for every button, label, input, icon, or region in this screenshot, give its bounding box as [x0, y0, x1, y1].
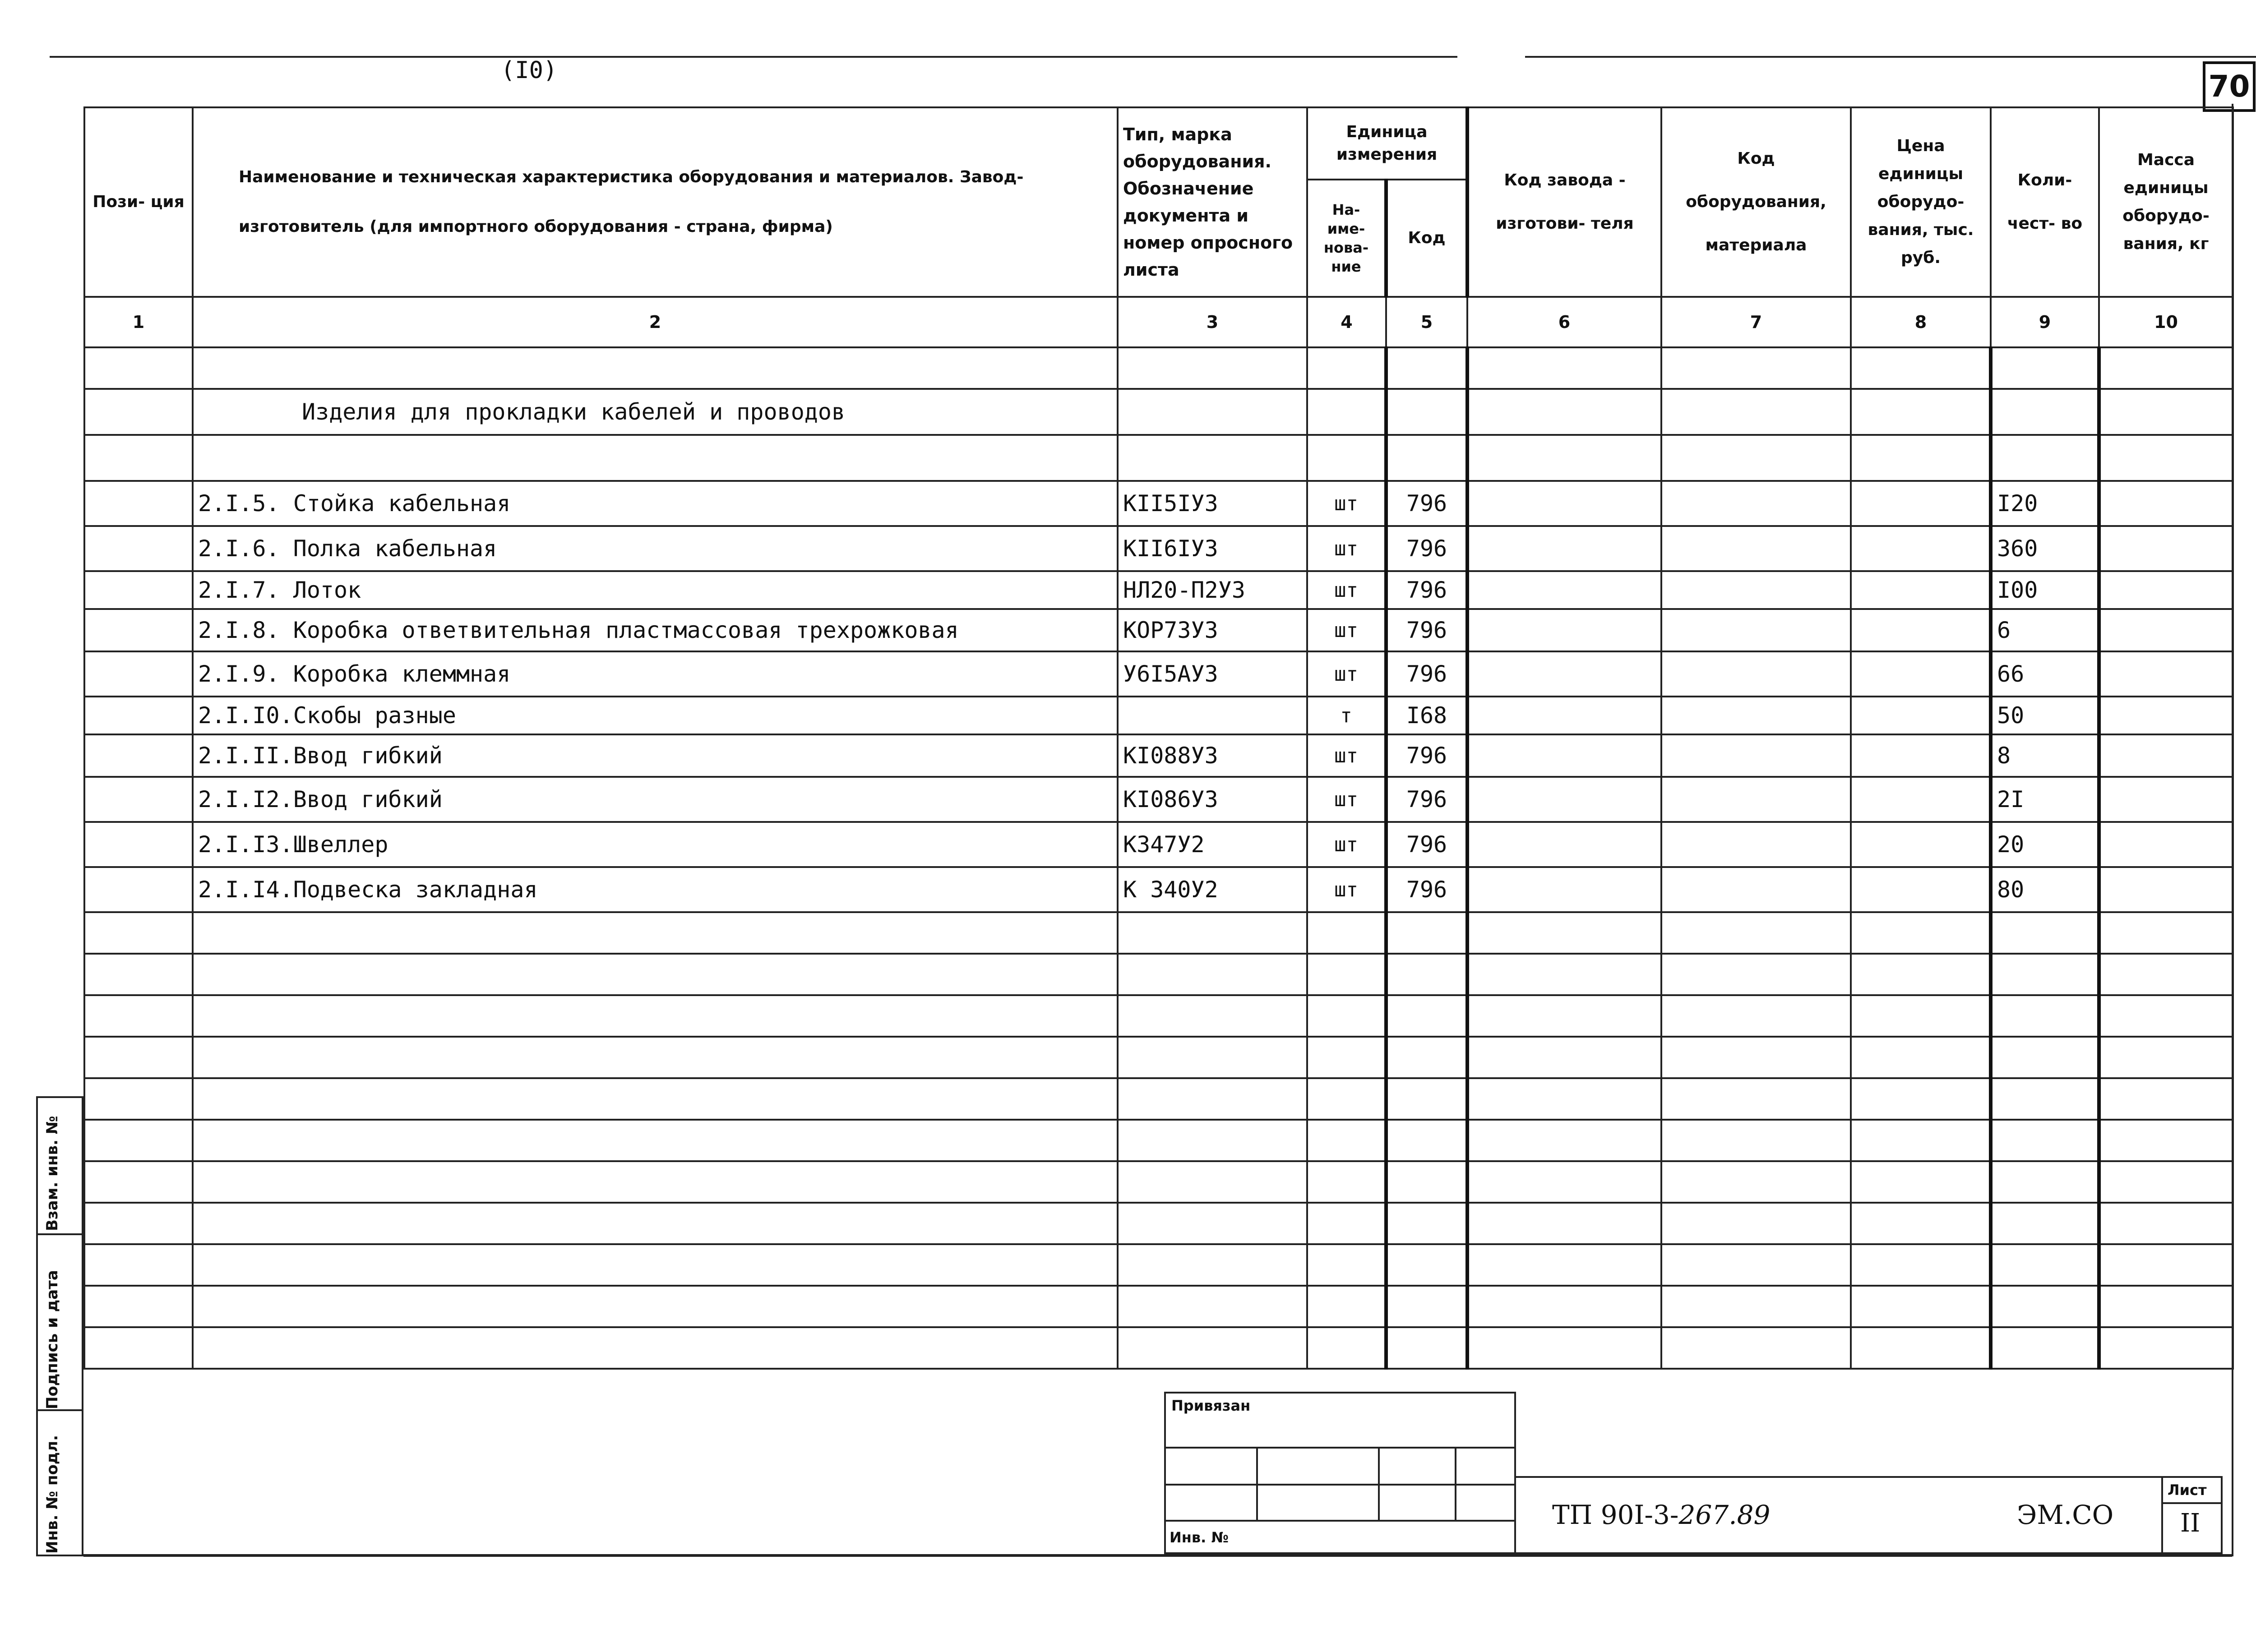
table-row-blank [84, 1161, 2233, 1203]
sheet-cell [2161, 1478, 2223, 1552]
header-unit-name: На- име- нова- ние [1307, 180, 1386, 297]
item-type: KII6IУ3 [1118, 526, 1307, 571]
table-row-1 [84, 526, 2233, 571]
item-qty: 20 [1991, 822, 2099, 867]
form-number: (I0) [501, 57, 558, 84]
table-row-8 [84, 822, 2233, 867]
table-row-blank [84, 1286, 2233, 1327]
item-code: 796 [1386, 777, 1467, 822]
item-qty: 66 [1991, 651, 2099, 697]
table-row-4 [84, 651, 2233, 697]
item-type: НЛ20-П2У3 [1118, 571, 1307, 609]
item-unit: шт [1307, 651, 1386, 697]
bottom-frame-line [83, 1554, 2232, 1557]
top-rule-left [50, 56, 1457, 58]
header-unit: Единица измерения [1307, 107, 1467, 180]
item-qty: I20 [1991, 481, 2099, 526]
table-row-blank [84, 1203, 2233, 1244]
item-unit: шт [1307, 526, 1386, 571]
strip-label-inv-orig: Инв. № подл. [43, 1435, 61, 1554]
colnum-10: 10 [2099, 297, 2233, 347]
item-unit: шт [1307, 777, 1386, 822]
header-price: Цена единицы оборудо- вания, тыс. руб. [1851, 107, 1991, 297]
colnum-6: 6 [1467, 297, 1661, 347]
item-code: 796 [1386, 526, 1467, 571]
item-unit: т [1307, 697, 1386, 734]
item-name: 2.I.I3.Швеллер [193, 822, 1118, 867]
header-equipment-code: Код оборудования, материала [1661, 107, 1851, 297]
item-name: 2.I.I2.Ввод гибкий [193, 777, 1118, 822]
table-row-blank [84, 912, 2233, 954]
item-code: 796 [1386, 651, 1467, 697]
item-unit: шт [1307, 822, 1386, 867]
item-name: 2.I.5. Стойка кабельная [193, 481, 1118, 526]
header-factory-code: Код завода - изготови- теля [1467, 107, 1661, 297]
bound-label: Привязан [1171, 1397, 1251, 1414]
doc-number-handwritten: 267.89 [1678, 1500, 1771, 1530]
item-code: 796 [1386, 867, 1467, 912]
table-row-3 [84, 609, 2233, 651]
header-type: Тип, марка оборудования. Обозначение документа и номер опросного листа [1118, 107, 1307, 297]
item-name: 2.I.9. Коробка клеммная [193, 651, 1118, 697]
item-name: 2.I.8. Коробка ответвительная пластмассовая трехрожковая [193, 609, 1118, 651]
table-row-blank [84, 1120, 2233, 1161]
table-row-6 [84, 734, 2233, 777]
item-name: 2.I.7. Лоток [193, 571, 1118, 609]
colnum-5: 5 [1386, 297, 1467, 347]
table-row-blank [84, 1244, 2233, 1286]
column-number-row [84, 297, 2233, 347]
header-unit-code: Код [1386, 180, 1467, 297]
right-frame-line [2232, 104, 2233, 1556]
table-row-2 [84, 571, 2233, 609]
item-type: К347У2 [1118, 822, 1307, 867]
table-body [84, 347, 2233, 1369]
item-qty: 50 [1991, 697, 2099, 734]
strip-label-inv-replace: Взам. инв. № [43, 1116, 61, 1231]
sheet-label: Лист [2168, 1481, 2207, 1499]
table-row-blank [84, 954, 2233, 995]
item-name: 2.I.I0.Скобы разные [193, 697, 1118, 734]
section-row [84, 389, 2233, 435]
strip-label-sign-date: Подпись и дата [43, 1270, 61, 1409]
sheet-corner-number: 70 [2203, 61, 2256, 112]
header-mass: Масса единицы оборудо- вания, кг [2099, 107, 2233, 297]
bound-stamp [1164, 1392, 1516, 1554]
item-code: 796 [1386, 734, 1467, 777]
item-name: 2.I.I4.Подвеска закладная [193, 867, 1118, 912]
colnum-1: 1 [84, 297, 193, 347]
specification-table [83, 106, 2234, 1370]
item-qty: 6 [1991, 609, 2099, 651]
colnum-3: 3 [1118, 297, 1307, 347]
colnum-8: 8 [1851, 297, 1991, 347]
item-type: KI088У3 [1118, 734, 1307, 777]
table-row-5 [84, 697, 2233, 734]
item-code: 796 [1386, 571, 1467, 609]
header-row-1 [84, 107, 2233, 180]
item-unit: шт [1307, 481, 1386, 526]
table-row-9 [84, 867, 2233, 912]
item-code: 796 [1386, 481, 1467, 526]
title-block [1514, 1476, 2223, 1554]
set-code: ЭМ.СО [2017, 1500, 2114, 1530]
item-unit: шт [1307, 571, 1386, 609]
section-title: Изделия для прокладки кабелей и проводов [193, 389, 1118, 435]
table-row-0 [84, 481, 2233, 526]
item-qty: 8 [1991, 734, 2099, 777]
doc-number: ТП 90I-3-267.89 [1552, 1500, 1771, 1530]
table-row-blank [84, 995, 2233, 1037]
table-row-blank [84, 435, 2233, 481]
item-qty: 2I [1991, 777, 2099, 822]
item-name: 2.I.6. Полка кабельная [193, 526, 1118, 571]
item-code: 796 [1386, 609, 1467, 651]
item-type: KI086У3 [1118, 777, 1307, 822]
inv-label: Инв. № [1170, 1529, 1229, 1546]
colnum-9: 9 [1991, 297, 2099, 347]
sheet-value: II [2180, 1509, 2201, 1538]
table-row-blank [84, 1078, 2233, 1120]
item-qty: I00 [1991, 571, 2099, 609]
table-row-7 [84, 777, 2233, 822]
item-type [1118, 697, 1307, 734]
item-code: 796 [1386, 822, 1467, 867]
header-name: Наименование и техническая характеристика оборудования и материалов. Завод-изготовитель (для импортного оборудования - страна, фирма) [193, 107, 1118, 297]
item-qty: 80 [1991, 867, 2099, 912]
table-row-blank [84, 1037, 2233, 1078]
top-rule-right [1525, 56, 2256, 58]
colnum-4: 4 [1307, 297, 1386, 347]
table-row-blank [84, 347, 2233, 389]
item-qty: 360 [1991, 526, 2099, 571]
item-unit: шт [1307, 609, 1386, 651]
item-type: У6I5АУ3 [1118, 651, 1307, 697]
item-unit: шт [1307, 734, 1386, 777]
item-code: I68 [1386, 697, 1467, 734]
header-quantity: Коли- чест- во [1991, 107, 2099, 297]
binding-strip [36, 1096, 83, 1556]
table-row-blank [84, 1327, 2233, 1369]
item-type: KII5IУ3 [1118, 481, 1307, 526]
item-type: КОР73У3 [1118, 609, 1307, 651]
colnum-2: 2 [193, 297, 1118, 347]
colnum-7: 7 [1661, 297, 1851, 347]
item-unit: шт [1307, 867, 1386, 912]
item-name: 2.I.II.Ввод гибкий [193, 734, 1118, 777]
header-position: Пози- ция [84, 107, 193, 297]
item-type: К 340У2 [1118, 867, 1307, 912]
